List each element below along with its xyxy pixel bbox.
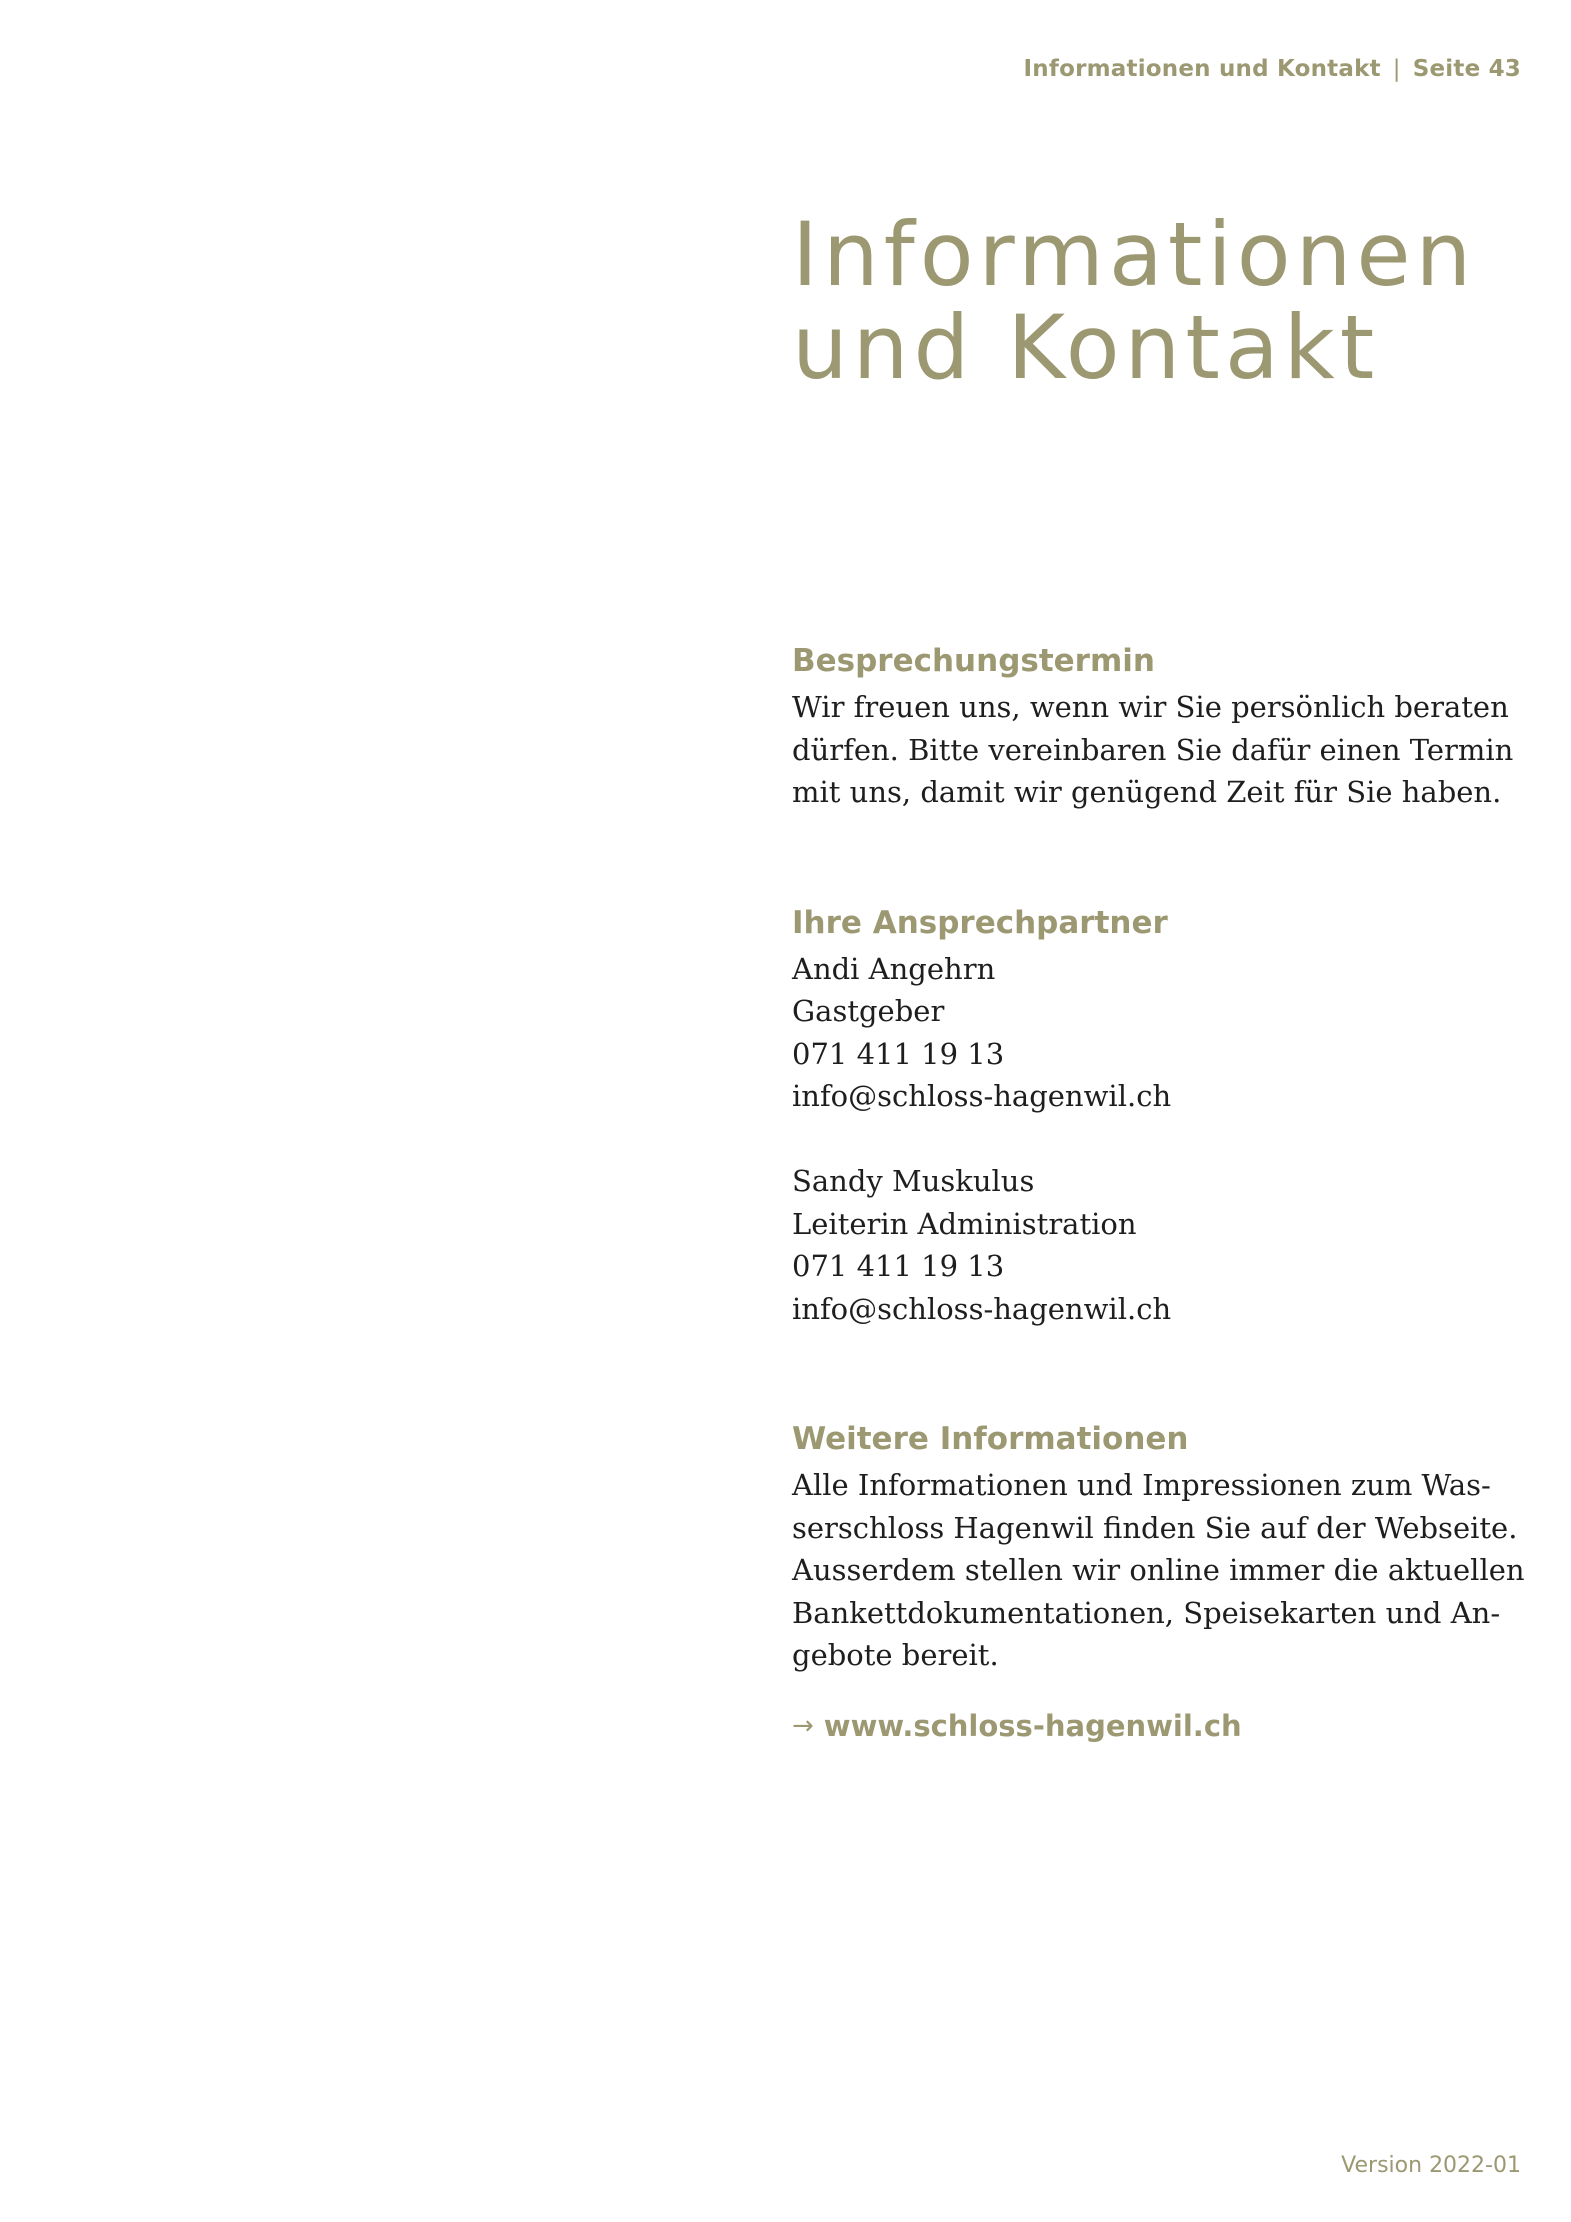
running-header <box>1024 58 1521 81</box>
website-link-text[interactable]: www.schloss-hagenwil.ch <box>823 1708 1242 1743</box>
header-section-name: Informationen und Kontakt <box>1023 56 1381 82</box>
section-heading-more-info: Weitere Informationen <box>792 1421 1189 1457</box>
main-content <box>792 640 1525 1747</box>
section-heading-contacts: Ihre Ansprechpartner <box>792 904 1168 941</box>
more-info-line: serschloss Hagenwil finden Sie auf der Webseite. <box>792 1510 1518 1545</box>
meeting-paragraph <box>792 686 1512 814</box>
contact-card <box>792 948 1512 1118</box>
meeting-line: Wir freuen uns, wenn wir Sie persönlich beraten <box>792 690 1509 724</box>
contact-email[interactable]: info@schloss-hagenwil.ch <box>792 1079 1172 1113</box>
page-title-line-1: Informationen <box>792 203 1477 306</box>
contact-name: Andi Angehrn <box>792 951 996 986</box>
version-label: Version 2022-01 <box>1341 2153 1521 2178</box>
contact-phone[interactable]: 071 411 19 13 <box>792 1249 1005 1283</box>
page-title-line-2: und Kontakt <box>792 296 1380 399</box>
meeting-line: dürfen. Bitte vereinbaren Sie dafür einen Termin <box>792 732 1514 767</box>
header-separator: | <box>1392 56 1401 82</box>
arrow-right-icon: → <box>792 1710 814 1741</box>
contact-email[interactable]: info@schloss-hagenwil.ch <box>792 1291 1172 1326</box>
section-contacts <box>792 902 1512 1331</box>
contact-phone[interactable]: 071 411 19 13 <box>792 1036 1005 1071</box>
more-info-line: Ausserdem stellen wir online immer die aktuellen <box>792 1553 1525 1587</box>
meeting-line: mit uns, damit wir genügend Zeit für Sie haben. <box>792 775 1502 809</box>
section-more-info <box>792 1418 1525 1747</box>
more-info-line: Bankettdokumentationen, Speisekarten und An- <box>792 1595 1501 1630</box>
section-heading-meeting: Besprechungstermin <box>792 643 1155 679</box>
header-page-number: Seite 43 <box>1412 56 1521 82</box>
website-link[interactable] <box>792 1705 1512 1747</box>
more-info-line: Alle Informationen und Impressionen zum Was- <box>792 1468 1491 1502</box>
contact-name: Sandy Muskulus <box>792 1164 1035 1198</box>
more-info-paragraph <box>792 1464 1525 1677</box>
section-meeting <box>792 640 1512 814</box>
more-info-line: gebote bereit. <box>792 1638 999 1672</box>
contact-role: Leiterin Administration <box>792 1206 1137 1241</box>
contact-card <box>792 1160 1512 1330</box>
contact-role: Gastgeber <box>792 994 945 1028</box>
page-title <box>792 203 1477 399</box>
